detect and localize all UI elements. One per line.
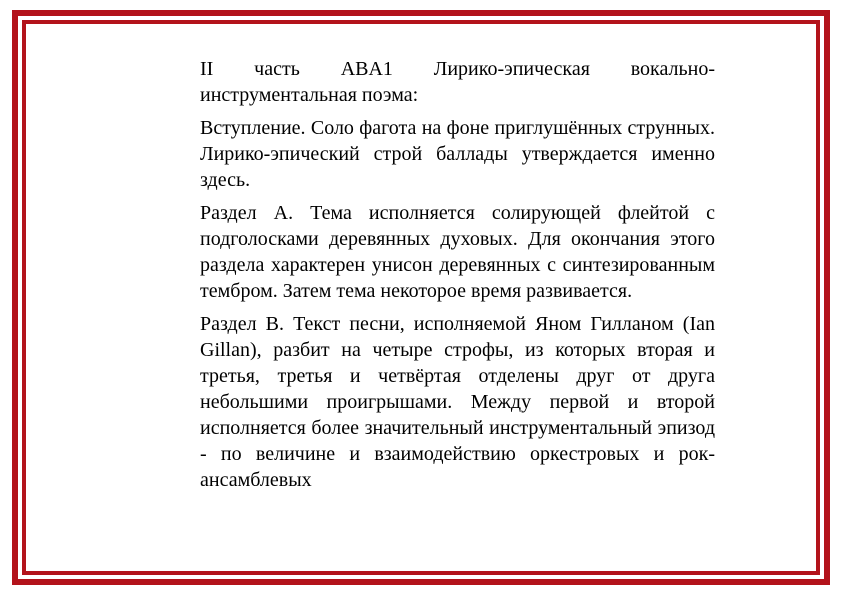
paragraph-section-a: Раздел А. Тема исполняется солирующей флейтой с подголосками деревянных духовых. Для окончания этого раздела характерен унисон деревянных с синтезированным тембром. Затем тема некоторое время развивается. [200,202,715,302]
paragraph-title: II часть ABA1 Лирико-эпическая вокально-инструментальная поэма: [200,58,715,106]
paragraph-section-b: Раздел В. Текст песни, исполняемой Яном Гилланом (Ian Gillan), разбит на четыре строфы, из которых вторая и третья, третья и четвёртая отделены друг от друга небольшими проигрышами. Между первой и второй исполняется более значительный инструментальный эпизод - по величине и взаимодействию оркестровых и рок-ансамблевых [200,313,715,491]
paragraph-introduction: Вступление. Соло фагота на фоне приглушённых струнных. Лирико-эпический строй баллады утверждается именно здесь. [200,117,715,191]
document-body [200,56,715,500]
